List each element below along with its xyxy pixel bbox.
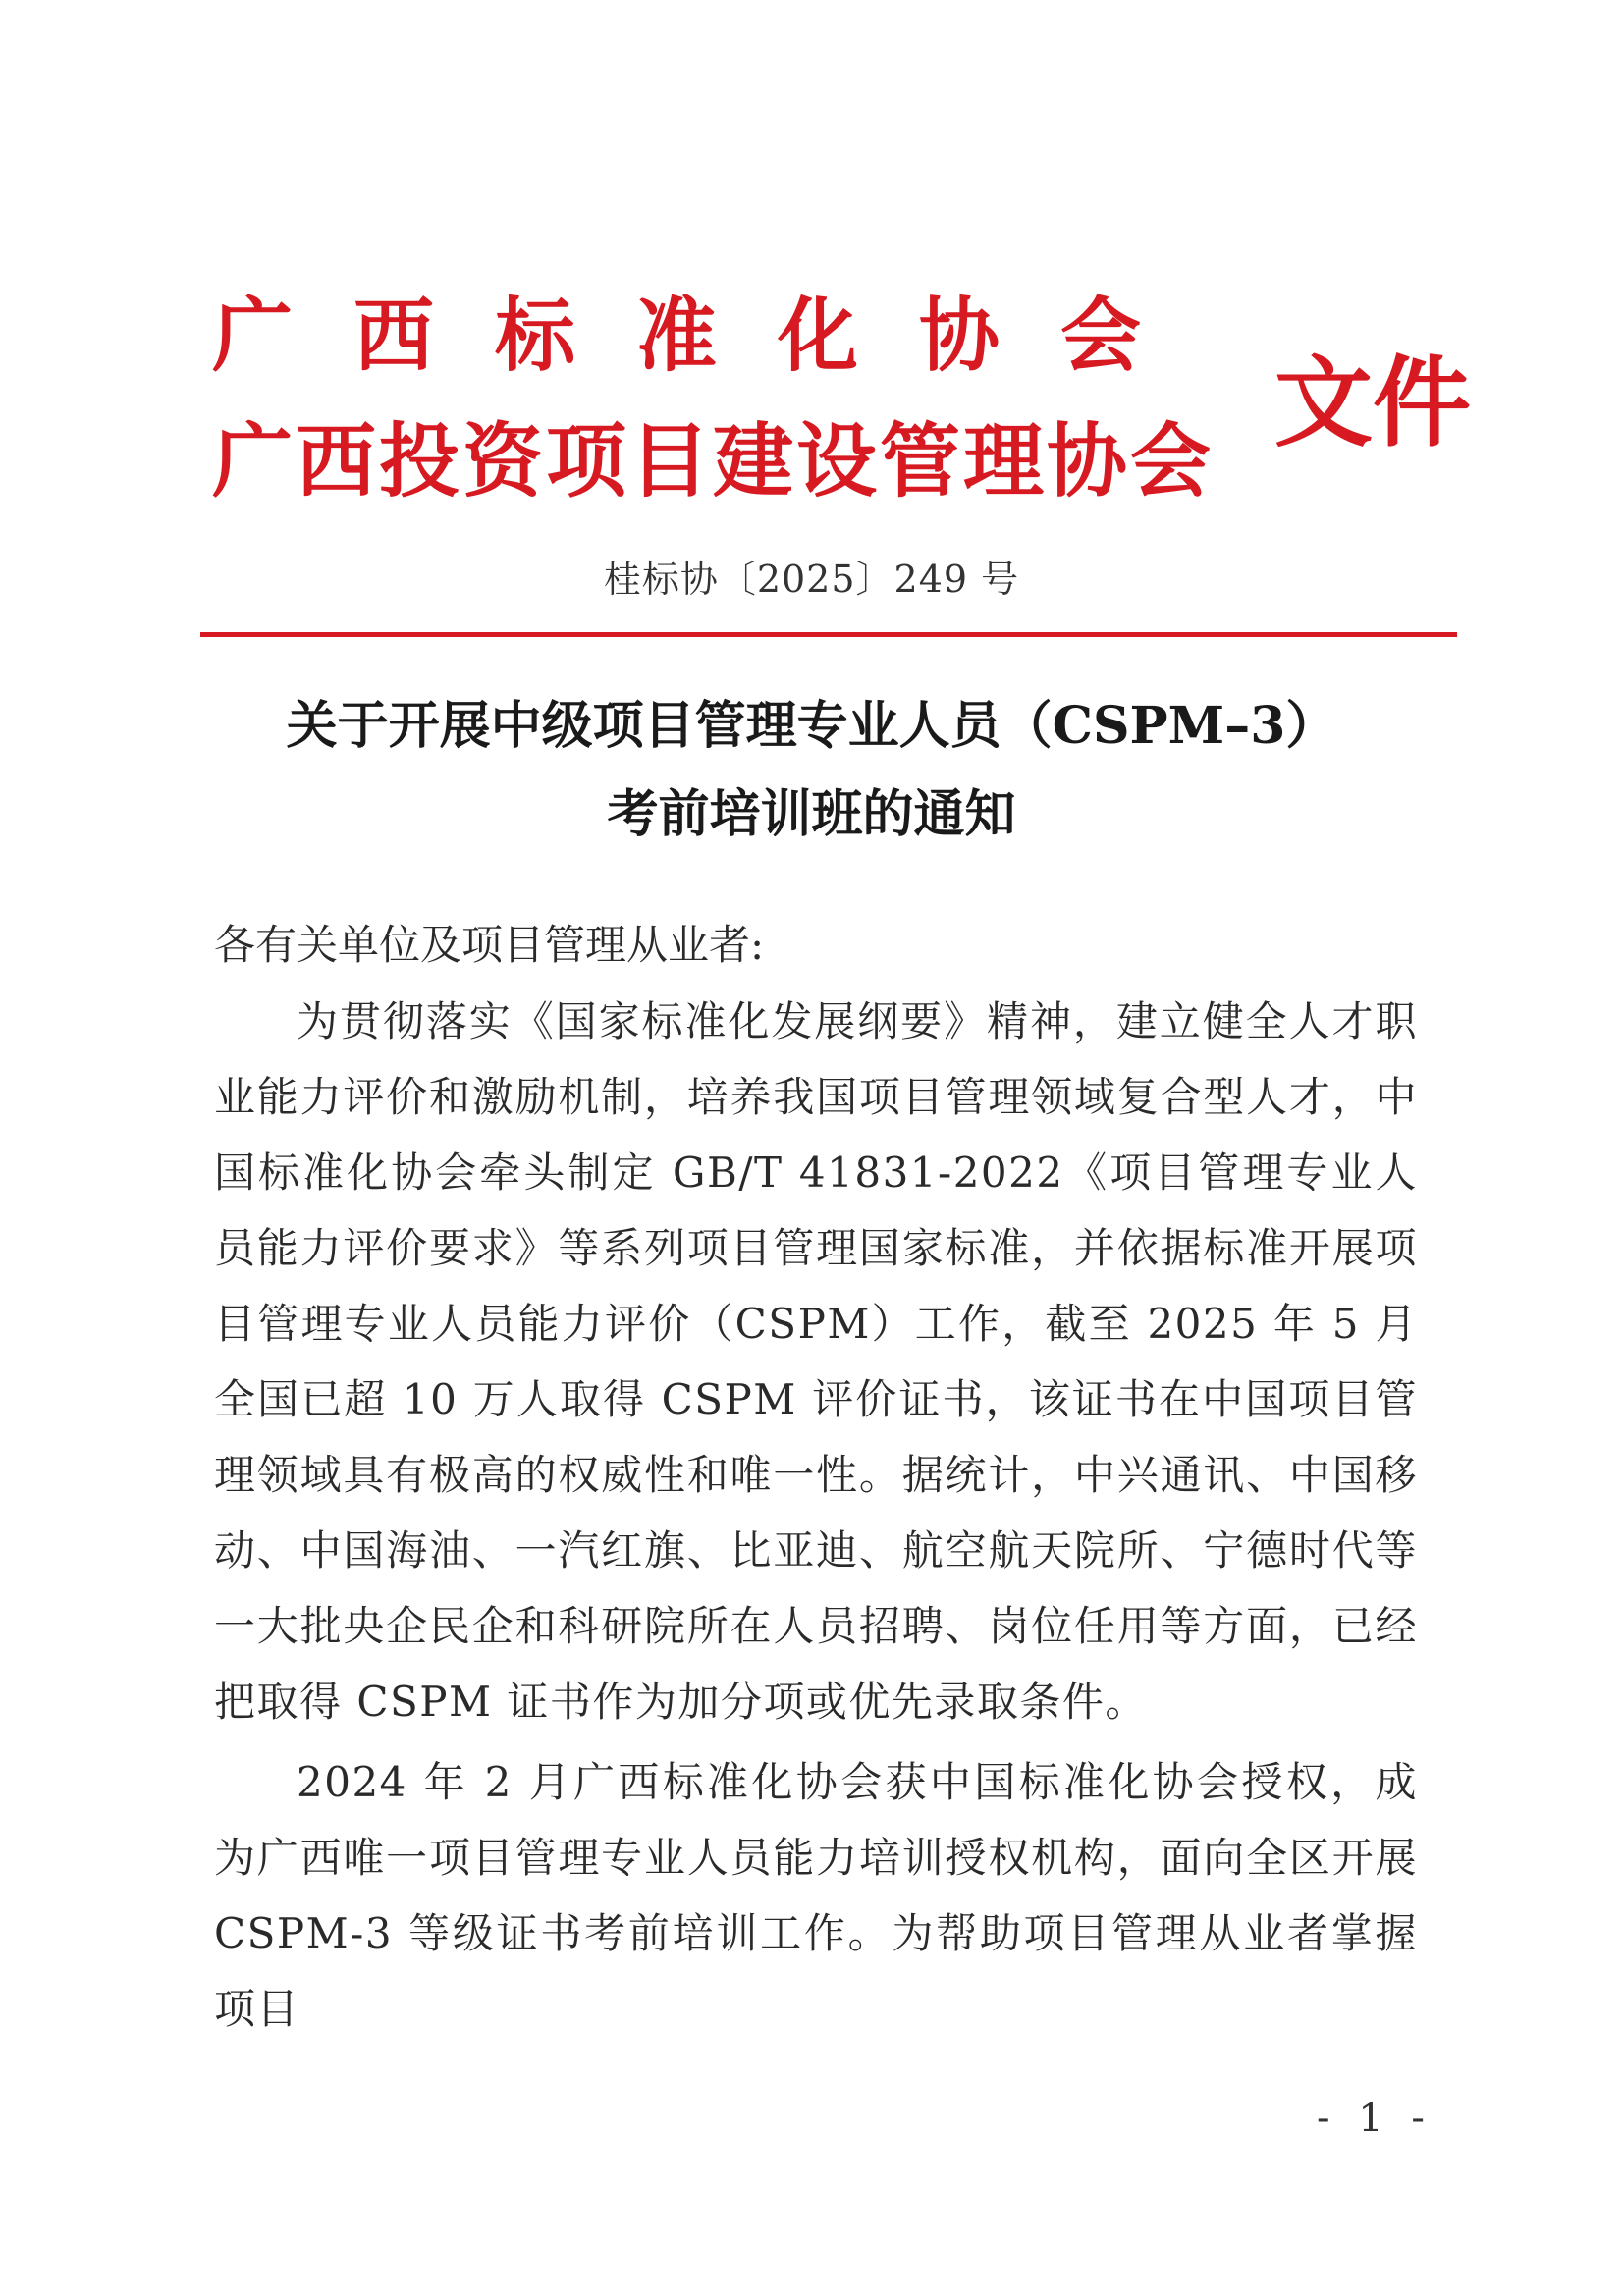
issuing-org-2: 广西投资项目建设管理协会	[212, 414, 1215, 508]
body-paragraph-1: 为贯彻落实《国家标准化发展纲要》精神，建立健全人才职业能力评价和激励机制，培养我国项目管理领域复合型人才，中国标准化协会牵头制定 GB/T 41831-2022《项目管理专业人员能力评价要求》等系列项目管理国家标准，并依据标准开展项目管理专业人员能力评价（CSPM）工作，截至 2025 年 5 月全国已超 10 万人取得 CSPM 评价证书，该证书在中国项目管理领域具有极高的权威性和唯一性。据统计，中兴通讯、中国移动、中国海油、一汽红旗、比亚迪、航空航天院所、宁德时代等一大批央企民企和科研院所在人员招聘、岗位任用等方面，已经把取得 CSPM 证书作为加分项或优先录取条件。	[214, 997, 1418, 1726]
notice-title-line-2: 考前培训班的通知	[607, 784, 1016, 844]
notice-title-line-1: 关于开展中级项目管理专业人员（CSPM–3）	[286, 696, 1337, 756]
salutation: 各有关单位及项目管理从业者:	[214, 921, 765, 969]
document-number: 桂标协〔2025〕249 号	[603, 558, 1020, 601]
red-divider-line	[200, 632, 1457, 637]
body-paragraph-2: 2024 年 2 月广西标准化协会获中国标准化协会授权，成为广西唯一项目管理专业人员能力培训授权机构，面向全区开展 CSPM-3 等级证书考前培训工作。为帮助项目管理从业者掌握项目	[214, 1758, 1418, 2033]
page-number: - 1 -	[1317, 2096, 1433, 2141]
document-type-label: 文件	[1274, 345, 1471, 460]
issuing-org-1: 广西标准化协会	[212, 289, 1203, 383]
